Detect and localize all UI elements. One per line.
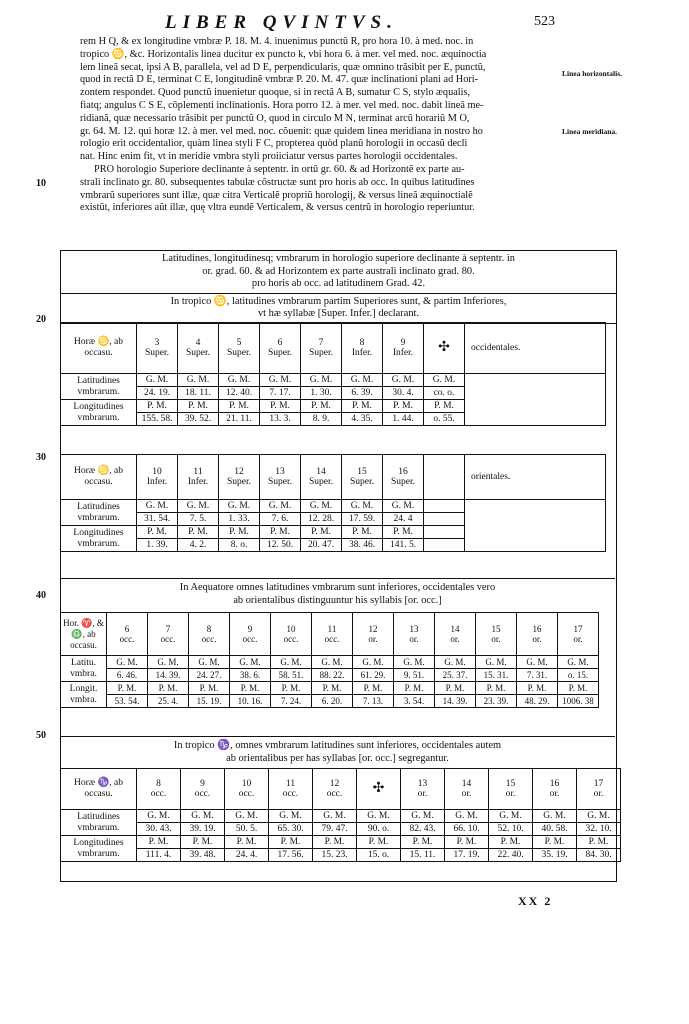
- value-cell: 12. 50.: [260, 539, 301, 552]
- hour-cell: 9 occ.: [230, 613, 271, 656]
- side-label: occidentales.: [465, 323, 606, 374]
- hour-cell: 15 or.: [489, 769, 533, 810]
- value-cell: 24. 27.: [189, 669, 230, 682]
- text-line: strali inclinato gr. 80. subsequentes tabulæ cõstructæ sunt pro horis ab occ. In quibus latitudines: [80, 176, 475, 188]
- value-cell: 24. 4: [383, 513, 424, 526]
- value-cell: 30. 43.: [137, 823, 181, 836]
- unit-cell: G. M.: [401, 810, 445, 823]
- value-cell: 8. 9.: [301, 413, 342, 426]
- hour-cell: ✣: [357, 769, 401, 810]
- unit-cell: G. M.: [357, 810, 401, 823]
- unit-cell: P. M.: [357, 836, 401, 849]
- unit-cell: P. M.: [137, 526, 178, 539]
- unit-cell: G. M.: [342, 500, 383, 513]
- value-cell: 14. 39.: [435, 695, 476, 708]
- hour-cell: 8 occ.: [137, 769, 181, 810]
- book-title: LIBER QVINTVS.: [165, 12, 398, 33]
- hour-cell: 10 occ.: [225, 769, 269, 810]
- value-cell: 10. 16.: [230, 695, 271, 708]
- line-number: 50: [36, 730, 46, 741]
- value-cell: 12. 40.: [219, 387, 260, 400]
- hour-cell: 15 Super.: [342, 455, 383, 500]
- unit-cell: P. M.: [225, 836, 269, 849]
- hour-cell: 13 or.: [401, 769, 445, 810]
- value-cell: 52. 10.: [489, 823, 533, 836]
- value-cell: 15. 19.: [189, 695, 230, 708]
- value-cell: 58. 51.: [271, 669, 312, 682]
- value-cell: 4. 35.: [342, 413, 383, 426]
- hour-cell: 11 occ.: [312, 613, 353, 656]
- value-cell: 32. 10.: [577, 823, 621, 836]
- value-cell: 23. 39.: [476, 695, 517, 708]
- unit-cell: G. M.: [342, 374, 383, 387]
- hour-cell: 16 or.: [533, 769, 577, 810]
- value-cell: 24. 19.: [137, 387, 178, 400]
- value-cell: 141. 5.: [383, 539, 424, 552]
- unit-cell: P. M.: [137, 836, 181, 849]
- unit-cell: P. M.: [342, 400, 383, 413]
- value-cell: 66. 10.: [445, 823, 489, 836]
- hour-cell: 7 Super.: [301, 323, 342, 374]
- table-cancer-oriental: [60, 454, 606, 552]
- line-number: 40: [36, 590, 46, 601]
- tropic-cancer-caption: [61, 294, 616, 324]
- unit-cell: G. M.: [394, 656, 435, 669]
- unit-cell: P. M.: [137, 400, 178, 413]
- value-cell: 9. 51.: [394, 669, 435, 682]
- hour-cell: 6 Super.: [260, 323, 301, 374]
- value-cell: 88. 22.: [312, 669, 353, 682]
- hour-cell: 12 Super.: [219, 455, 260, 500]
- table-aequator: [60, 612, 599, 708]
- unit-cell: P. M.: [313, 836, 357, 849]
- empty-cell: [424, 539, 465, 552]
- hour-cell: ✣: [424, 323, 465, 374]
- caption-line: Latitudines, longitudinesq; vmbrarum in horologio superiore declinante à septentr. in: [162, 253, 515, 264]
- unit-cell: P. M.: [219, 526, 260, 539]
- unit-cell: G. M.: [219, 374, 260, 387]
- hour-cell: 8 occ.: [189, 613, 230, 656]
- value-cell: 6. 46.: [107, 669, 148, 682]
- unit-cell: P. M.: [301, 526, 342, 539]
- value-cell: 12. 28.: [301, 513, 342, 526]
- value-cell: o. 15.: [558, 669, 599, 682]
- unit-cell: G. M.: [445, 810, 489, 823]
- text-line: PRO horologio Superiore declinante à septentr. in ortũ gr. 60. & ad Horizontẽ ex parte au-: [94, 163, 465, 175]
- caption-line: pro horis ab occ. ad latitudinem Grad. 42.: [251, 278, 426, 289]
- lat-label: Latitudines vmbrarum.: [61, 374, 137, 400]
- unit-cell: G. M.: [313, 810, 357, 823]
- value-cell: 61. 29.: [353, 669, 394, 682]
- unit-cell: P. M.: [533, 836, 577, 849]
- capricorn-caption: [60, 736, 615, 765]
- unit-cell: P. M.: [107, 682, 148, 695]
- unit-cell: G. M.: [558, 656, 599, 669]
- caption-line: In Aequatore omnes latitudines vmbrarum sunt inferiores, occidentales vero: [179, 582, 496, 593]
- unit-cell: G. M.: [353, 656, 394, 669]
- unit-cell: G. M.: [137, 374, 178, 387]
- unit-cell: G. M.: [260, 374, 301, 387]
- unit-cell: P. M.: [517, 682, 558, 695]
- lon-label: Longit. vmbra.: [61, 682, 107, 708]
- value-cell: 18. 11.: [178, 387, 219, 400]
- value-cell: 40. 58.: [533, 823, 577, 836]
- unit-cell: P. M.: [301, 400, 342, 413]
- unit-cell: G. M.: [148, 656, 189, 669]
- hour-cell: 9 occ.: [181, 769, 225, 810]
- hour-cell: 13 or.: [394, 613, 435, 656]
- unit-cell: G. M.: [383, 374, 424, 387]
- value-cell: o. 55.: [424, 413, 465, 426]
- unit-cell: P. M.: [577, 836, 621, 849]
- value-cell: 30. 4.: [383, 387, 424, 400]
- value-cell: 25. 4.: [148, 695, 189, 708]
- text-line: lem lineã secat, ipsi A B, parallela, vel ad D E, perpendicularis, quæ omnino trãsibit per E, punctũ,: [80, 61, 486, 73]
- value-cell: 7. 5.: [178, 513, 219, 526]
- value-cell: 39. 19.: [181, 823, 225, 836]
- hour-cell: 13 Super.: [260, 455, 301, 500]
- value-cell: 17. 56.: [269, 849, 313, 862]
- value-cell: 20. 47.: [301, 539, 342, 552]
- lon-label: Longitudines vmbrarum.: [61, 526, 137, 552]
- side-label: orientales.: [465, 455, 606, 500]
- unit-cell: G. M.: [137, 500, 178, 513]
- value-cell: 4. 2.: [178, 539, 219, 552]
- unit-cell: P. M.: [476, 682, 517, 695]
- text-line: quod in rectã D E, terminat C E, longitudinẽ vmbræ P. 20. M. 47. quæ inclinationi plani ad Hori-: [80, 74, 479, 86]
- unit-cell: G. M.: [383, 500, 424, 513]
- hour-cell: 5 Super.: [219, 323, 260, 374]
- value-cell: 82. 43.: [401, 823, 445, 836]
- unit-cell: P. M.: [269, 836, 313, 849]
- unit-cell: G. M.: [260, 500, 301, 513]
- value-cell: 31. 54.: [137, 513, 178, 526]
- value-cell: 7. 24.: [271, 695, 312, 708]
- aequator-caption: [60, 578, 615, 607]
- value-cell: 65. 30.: [269, 823, 313, 836]
- hour-label: Horæ ♑, ab occasu.: [61, 769, 137, 810]
- text-line: tropico ♋, &c. Horizontalis linea ducitur ex puncto k, vbi hora 6. à mer. vel med. noc. æquinoctia: [80, 48, 487, 60]
- unit-cell: P. M.: [435, 682, 476, 695]
- unit-cell: P. M.: [148, 682, 189, 695]
- value-cell: 1. 30.: [301, 387, 342, 400]
- hour-label: Horæ ♋, ab occasu.: [61, 323, 137, 374]
- empty-cell: [465, 374, 606, 426]
- lon-label: Longitudines vmbrarum.: [61, 400, 137, 426]
- unit-cell: P. M.: [383, 526, 424, 539]
- unit-cell: G. M.: [178, 500, 219, 513]
- unit-cell: G. M.: [533, 810, 577, 823]
- unit-cell: P. M.: [342, 526, 383, 539]
- line-number: 30: [36, 452, 46, 463]
- hour-cell: 8 Infer.: [342, 323, 383, 374]
- hour-cell: 14 or.: [435, 613, 476, 656]
- unit-cell: G. M.: [577, 810, 621, 823]
- value-cell: 15. 23.: [313, 849, 357, 862]
- value-cell: 17. 59.: [342, 513, 383, 526]
- unit-cell: P. M.: [489, 836, 533, 849]
- text-line: existũt, inferiores aũt illæ, quę vltra eundẽ Verticalem, & versus centrũ in horologio reperiuntur.: [80, 202, 475, 214]
- unit-cell: G. M.: [181, 810, 225, 823]
- margin-note: Linea meridiana.: [562, 127, 618, 136]
- hour-cell: 10 Infer.: [137, 455, 178, 500]
- hour-cell: 16 or.: [517, 613, 558, 656]
- unit-cell: P. M.: [401, 836, 445, 849]
- value-cell: 14. 39.: [148, 669, 189, 682]
- value-cell: 7. 31.: [517, 669, 558, 682]
- unit-cell: P. M.: [178, 526, 219, 539]
- text-line: nat. Hinc enim fit, vt in meridie vmbra styli proiiciatur versus partes horologii occidentales.: [80, 151, 458, 163]
- caption-line: ab orientalibus per has syllabas [or. occ.] segregantur.: [226, 752, 449, 764]
- unit-cell: P. M.: [189, 682, 230, 695]
- unit-cell: G. M.: [225, 810, 269, 823]
- unit-cell: P. M.: [394, 682, 435, 695]
- value-cell: 13. 3.: [260, 413, 301, 426]
- value-cell: co. o.: [424, 387, 465, 400]
- value-cell: 21. 11.: [219, 413, 260, 426]
- hour-cell: 12 or.: [353, 613, 394, 656]
- text-line: rologio erit occidentalior, quàm linea styli F C, propterea quòd planũ horologii in occasũ decli: [80, 138, 468, 150]
- text-line: rem H Q, & ex longitudine vmbræ P. 18. M. 4. inuenimus punctũ R, pro hora 10. à med. noc. in: [80, 36, 474, 47]
- hour-cell: 6 occ.: [107, 613, 148, 656]
- unit-cell: P. M.: [383, 400, 424, 413]
- unit-cell: G. M.: [312, 656, 353, 669]
- hour-cell: 15 or.: [476, 613, 517, 656]
- value-cell: 3. 54.: [394, 695, 435, 708]
- text-line: zontem respondet. Quod punctũ inuenietur quoque, si in rectã A B, sumatur C S, stylo æqualis,: [80, 87, 471, 99]
- value-cell: 39. 48.: [181, 849, 225, 862]
- table-capricorn: [60, 768, 621, 862]
- empty-cell: [424, 513, 465, 526]
- value-cell: 48. 29.: [517, 695, 558, 708]
- value-cell: 15. 31.: [476, 669, 517, 682]
- unit-cell: P. M.: [219, 400, 260, 413]
- value-cell: 24. 4.: [225, 849, 269, 862]
- unit-cell: P. M.: [260, 400, 301, 413]
- value-cell: 35. 19.: [533, 849, 577, 862]
- unit-cell: G. M.: [219, 500, 260, 513]
- caption-line: In tropico ♋, latitudines vmbrarum partim Superiores sunt, & partim Inferiores,: [170, 295, 507, 307]
- empty-cell: [465, 500, 606, 552]
- value-cell: 1. 44.: [383, 413, 424, 426]
- value-cell: 7. 13.: [353, 695, 394, 708]
- line-number: 20: [36, 314, 46, 325]
- body-text: [80, 36, 556, 215]
- value-cell: 17. 19.: [445, 849, 489, 862]
- unit-cell: G. M.: [476, 656, 517, 669]
- unit-cell: P. M.: [178, 400, 219, 413]
- unit-cell: G. M.: [107, 656, 148, 669]
- hour-cell: 7 occ.: [148, 613, 189, 656]
- unit-cell: G. M.: [269, 810, 313, 823]
- hour-label: Hor. ♈, & ♎, ab occasu.: [61, 613, 107, 656]
- unit-cell: G. M.: [489, 810, 533, 823]
- unit-cell: P. M.: [230, 682, 271, 695]
- hour-cell: 10 occ.: [271, 613, 312, 656]
- margin-note: Linea horizontalis.: [562, 69, 623, 78]
- value-cell: 84. 30.: [577, 849, 621, 862]
- table-caption: [61, 251, 616, 294]
- unit-cell: P. M.: [424, 400, 465, 413]
- value-cell: 79. 47.: [313, 823, 357, 836]
- signature-mark: XX 2: [518, 894, 553, 908]
- value-cell: 50. 5.: [225, 823, 269, 836]
- value-cell: 7. 6.: [260, 513, 301, 526]
- line-number: 10: [36, 178, 46, 189]
- value-cell: 53. 54.: [107, 695, 148, 708]
- unit-cell: P. M.: [558, 682, 599, 695]
- caption-line: ab orientalibus distinguuntur his syllabis [or. occ.]: [233, 594, 442, 606]
- unit-cell: P. M.: [260, 526, 301, 539]
- text-line: ridianã, quæ necessario trãsibit per punctũ O, quod in circulo M N, terminat arcũ horariũ M O,: [80, 112, 470, 124]
- value-cell: 8. o.: [219, 539, 260, 552]
- unit-cell: P. M.: [312, 682, 353, 695]
- caption-line: In tropico ♑, omnes vmbrarum latitudines sunt inferiores, occidentales autem: [173, 740, 502, 751]
- value-cell: 1. 33.: [219, 513, 260, 526]
- empty-cell: [424, 526, 465, 539]
- hour-cell: 12 occ.: [313, 769, 357, 810]
- caption-line: or. grad. 60. & ad Horizontem ex parte australi inclinato grad. 80.: [202, 265, 475, 277]
- hour-cell: 14 Super.: [301, 455, 342, 500]
- value-cell: 6. 39.: [342, 387, 383, 400]
- table-cancer-occidental: [60, 322, 606, 426]
- hour-cell: 9 Infer.: [383, 323, 424, 374]
- unit-cell: G. M.: [301, 500, 342, 513]
- hour-cell: 4 Super.: [178, 323, 219, 374]
- unit-cell: G. M.: [178, 374, 219, 387]
- lat-label: Latitudines vmbrarum.: [61, 810, 137, 836]
- caption-line: vt hæ syllabæ [Super. Infer.] declarant.: [257, 308, 419, 319]
- hour-cell: [424, 455, 465, 500]
- value-cell: 6. 20.: [312, 695, 353, 708]
- hour-cell: 3 Super.: [137, 323, 178, 374]
- page-number: 523: [534, 14, 555, 29]
- value-cell: 38. 6.: [230, 669, 271, 682]
- unit-cell: G. M.: [189, 656, 230, 669]
- unit-cell: G. M.: [424, 374, 465, 387]
- unit-cell: G. M.: [230, 656, 271, 669]
- unit-cell: G. M.: [517, 656, 558, 669]
- unit-cell: G. M.: [435, 656, 476, 669]
- value-cell: 1. 39.: [137, 539, 178, 552]
- value-cell: 25. 37.: [435, 669, 476, 682]
- hour-cell: 16 Super.: [383, 455, 424, 500]
- empty-cell: [424, 500, 465, 513]
- value-cell: 111. 4.: [137, 849, 181, 862]
- unit-cell: G. M.: [271, 656, 312, 669]
- value-cell: 155. 58.: [137, 413, 178, 426]
- lat-label: Latitu. vmbra.: [61, 656, 107, 682]
- lat-label: Latitudines vmbrarum.: [61, 500, 137, 526]
- unit-cell: P. M.: [445, 836, 489, 849]
- unit-cell: P. M.: [181, 836, 225, 849]
- value-cell: 38. 46.: [342, 539, 383, 552]
- value-cell: 90. o.: [357, 823, 401, 836]
- value-cell: 15. 11.: [401, 849, 445, 862]
- value-cell: 7. 17.: [260, 387, 301, 400]
- hour-cell: 11 Infer.: [178, 455, 219, 500]
- unit-cell: G. M.: [301, 374, 342, 387]
- hour-cell: 17 or.: [558, 613, 599, 656]
- unit-cell: P. M.: [353, 682, 394, 695]
- hour-cell: 17 or.: [577, 769, 621, 810]
- value-cell: 39. 52.: [178, 413, 219, 426]
- hour-cell: 14 or.: [445, 769, 489, 810]
- value-cell: 15. o.: [357, 849, 401, 862]
- value-cell: 22. 40.: [489, 849, 533, 862]
- lon-label: Longitudines vmbrarum.: [61, 836, 137, 862]
- text-line: fiatq; angulus C S E, cõplementi inclinationis. Hora porro 12. à mer. vel med. noc. dabit lineã me-: [80, 99, 484, 111]
- unit-cell: G. M.: [137, 810, 181, 823]
- hour-label: Horæ ♋, ab occasu.: [61, 455, 137, 500]
- value-cell: 1006. 38: [558, 695, 599, 708]
- unit-cell: P. M.: [271, 682, 312, 695]
- hour-cell: 11 occ.: [269, 769, 313, 810]
- text-line: vmbrarũ superiores sunt illæ, quæ citra Verticalẽ propriũ horologij, & versus lineã æquinoctialẽ: [80, 189, 473, 201]
- text-line: gr. 64. M. 12. qui horæ 12. à mer. vel med. noc. cõuenit: quæ quidem linea meridiana in nostro ho: [80, 125, 483, 137]
